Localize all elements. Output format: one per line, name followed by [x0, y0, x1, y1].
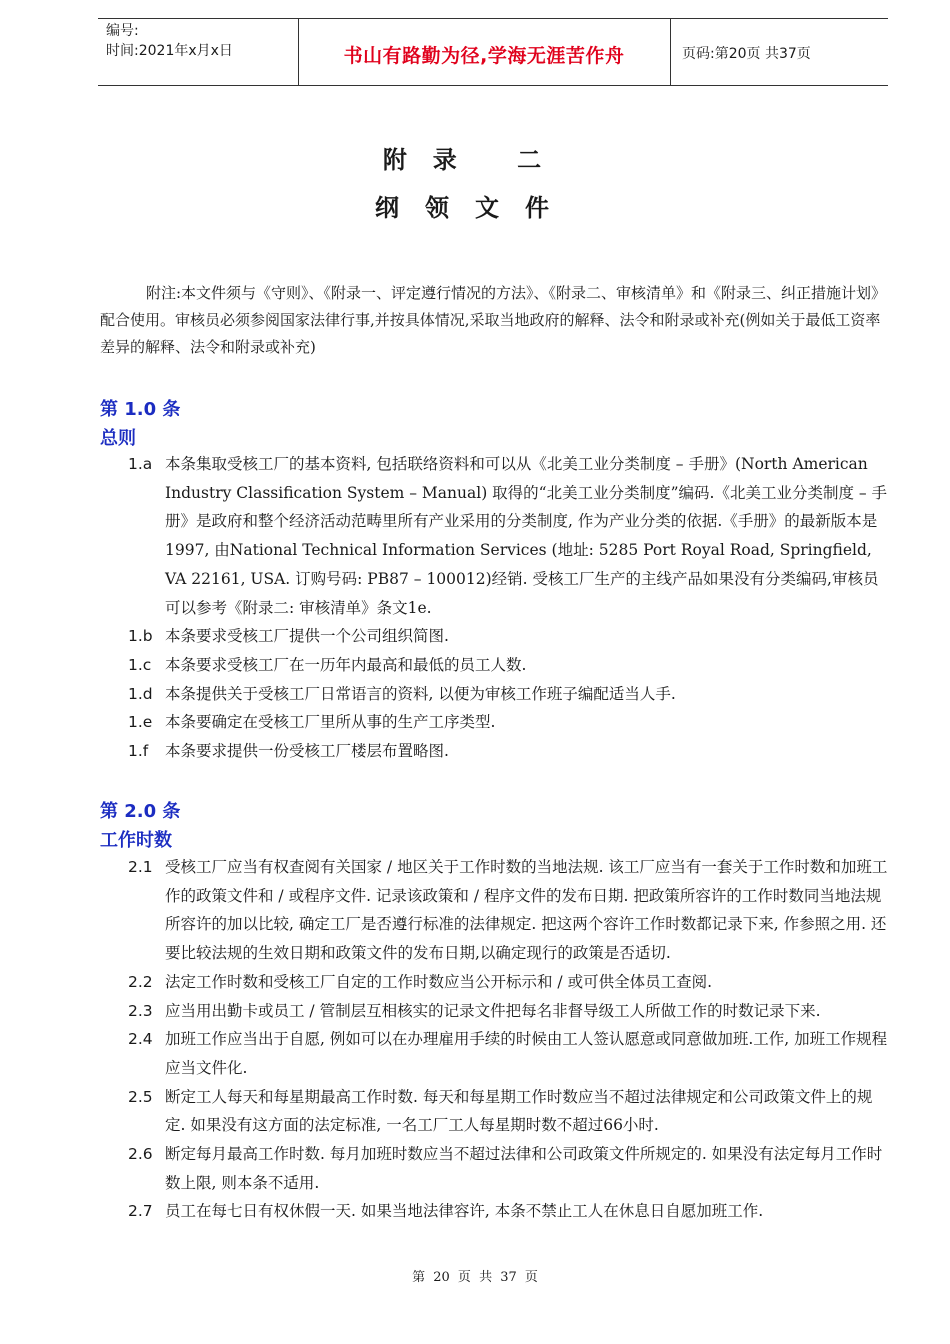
header-divider [298, 19, 299, 85]
page-footer: 第 20 页 共 37 页 [412, 1270, 538, 1285]
item-number: 2.6 [128, 1145, 153, 1164]
item-number: 2.4 [128, 1030, 153, 1049]
list-item [128, 1197, 890, 1226]
section-number: 第 2.0 条 [100, 801, 181, 822]
list-item [128, 622, 890, 651]
list-item [128, 1025, 890, 1082]
item-text: 应当用出勤卡或员工 / 管制层互相核实的记录文件把每名非督导级工人所做工作的时数记录下来. [165, 1001, 821, 1020]
section-title: 总则 [100, 428, 136, 449]
page-title: 附录 二 [382, 145, 568, 174]
note-paragraph: 附注:本文件须与《守则》、《附录一、评定遵行情况的方法》、《附录二、审核清单》和《附录三、纠正措施计划》配合使用。审核员必须参阅国家法律行事,并按具体情况,采取当地政府的解释、法令和附录或补充(例如关于最低工资率差异的解释、法令和附录或补充) [100, 284, 887, 356]
item-number: 2.7 [128, 1202, 153, 1221]
item-number: 2.2 [128, 972, 153, 991]
list-item [128, 853, 890, 968]
item-number: 1.f [128, 742, 149, 761]
item-text: 断定工人每天和每星期最高工作时数. 每天和每星期工作时数应当不超过法律规定和公司政策文件上的规定. 如果没有这方面的法定标准, 一名工厂工人每星期时数不超过66小时. [165, 1087, 873, 1135]
header-meta [106, 21, 233, 61]
header-number-label: 编号: [106, 23, 139, 39]
item-number: 1.a [128, 455, 153, 473]
header-time-label: 时间:2021年x月x日 [106, 43, 233, 59]
item-text: 本条要求受核工厂提供一个公司组织简图. [165, 627, 449, 646]
list-item [128, 737, 890, 766]
section-items [128, 450, 890, 766]
item-text: 本条提供关于受核工厂日常语言的资料, 以便为审核工作班子编配适当人手. [165, 684, 676, 703]
item-number: 1.d [128, 684, 153, 703]
item-text: 加班工作应当出于自愿, 例如可以在办理雇用手续的时候由工人签认愿意或同意做加班.工作, 加班工作规程应当文件化. [165, 1030, 888, 1077]
header-divider [670, 19, 671, 85]
item-text: 本条要求提供一份受核工厂楼层布置略图. [165, 742, 449, 761]
header-motto: 书山有路勤为径,学海无涯苦作舟 [343, 45, 625, 67]
item-text: 本条要求受核工厂在一历年内最高和最低的员工人数. [165, 655, 527, 674]
list-item [128, 997, 890, 1026]
section-number: 第 1.0 条 [100, 399, 181, 420]
item-number: 1.c [128, 655, 152, 674]
item-text: 受核工厂应当有权查阅有关国家 / 地区关于工作时数的当地法规. 该工厂应当有一套关于工作时数和加班工作的政策文件和 / 或程序文件. 记录该政策和 / 程序文件的发布日期. 把政策所容许的工作时数同当地法规所容许的加以比较, 确定工厂是否遵行标准的法律规定. 把这两个容许工作时数都记录下来, 作参照之用. 还要比较法规的生效日期和政策文件的发布日期,以确定现行的政策是否适切. [165, 858, 888, 963]
page-header [98, 18, 888, 86]
header-page-label: 页码:第20页 共37页 [682, 46, 811, 62]
section-title: 工作时数 [100, 830, 172, 851]
list-item [128, 651, 890, 680]
item-number: 1.b [128, 627, 153, 646]
list-item [128, 680, 890, 709]
item-number: 2.3 [128, 1001, 153, 1020]
item-text: 本条集取受核工厂的基本资料, 包括联络资料和可以从《北美工业分类制度 – 手册》(North American Industry Classification System – Manual) 取得的“北美工业分类制度”编码.《北美工业分类制度 – 手册》是政府和整个经济活动范畴里所有产业采用的分类制度, 作为产业分类的依据.《手册》的最新版本是1997, 由National Technical Information Services (地址: 5285 Port Royal Road, Springfield, VA 22161, USA. 订购号码: PB87 – 100012)经销. 受核工厂生产的主线产品如果没有分类编码,审核员可以参考《附录二: 审核清单》条文1e. [165, 455, 888, 617]
item-number: 1.e [128, 713, 153, 732]
item-text: 本条要确定在受核工厂里所从事的生产工序类型. [165, 713, 496, 732]
page-subtitle: 纲领文件 [375, 193, 575, 222]
list-item [128, 968, 890, 997]
item-number: 2.1 [128, 858, 153, 876]
list-item [128, 1083, 890, 1140]
section-items [128, 853, 890, 1226]
list-item [128, 450, 890, 622]
item-text: 断定每月最高工作时数. 每月加班时数应当不超过法律和公司政策文件所规定的. 如果没有法定每月工作时数上限, 则本条不适用. [165, 1145, 883, 1192]
list-item [128, 1140, 890, 1197]
list-item [128, 708, 890, 737]
item-text: 员工在每七日有权休假一天. 如果当地法律容许, 本条不禁止工人在休息日自愿加班工作. [165, 1202, 764, 1221]
item-number: 2.5 [128, 1087, 153, 1106]
item-text: 法定工作时数和受核工厂自定的工作时数应当公开标示和 / 或可供全体员工查阅. [165, 972, 713, 991]
